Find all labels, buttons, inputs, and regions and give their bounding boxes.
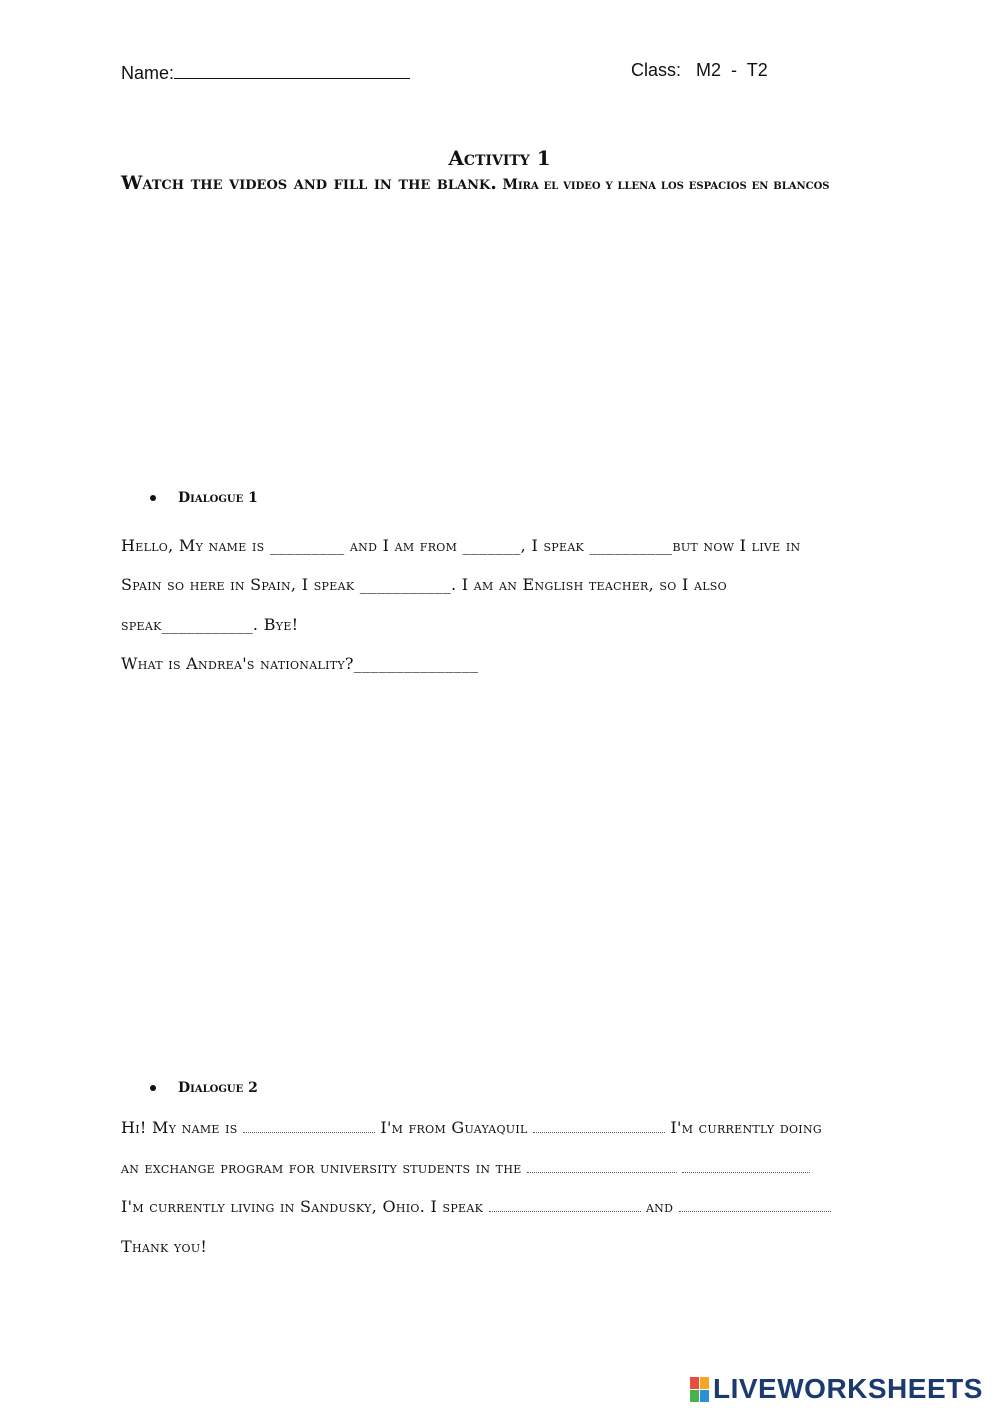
- answer-blank[interactable]: [243, 1120, 375, 1133]
- dialogue-1-question: What is Andrea's nationality?_______________: [121, 654, 479, 673]
- dialogue-2-line-1: [121, 1118, 822, 1137]
- class-field: [631, 60, 768, 81]
- dialogue-1-heading: [150, 490, 258, 506]
- activity-title: Activity 1: [448, 146, 551, 170]
- dialogue-1-line-3: speak___________. Bye!: [121, 615, 299, 634]
- dialogue-1-line-1: Hello, My name is _________ and I am from _______, I speak __________but now I live in: [121, 536, 801, 555]
- logo-text: LIVEWORKSHEETS: [713, 1373, 983, 1404]
- instruction-spanish: Mira el video y llena los espacios en blancos: [502, 177, 830, 193]
- dialogue-2-line-3: [121, 1197, 831, 1216]
- dialogue-2-heading: [150, 1080, 258, 1096]
- class-value: M2 - T2: [696, 60, 768, 80]
- name-label: Name:: [121, 63, 175, 83]
- dialogue-2-text: I'm from Guayaquil: [380, 1118, 528, 1137]
- dialogue-2-text: I'm currently doing: [670, 1118, 822, 1137]
- dialogue-2-text: Hi! My name is: [121, 1118, 238, 1137]
- dialogue-2-text: I'm currently living in Sandusky, Ohio. I speak: [121, 1197, 484, 1216]
- name-field[interactable]: [121, 60, 410, 84]
- answer-blank[interactable]: [679, 1199, 831, 1212]
- dialogue-2-text: and: [645, 1197, 674, 1216]
- answer-blank[interactable]: [527, 1160, 677, 1173]
- answer-blank[interactable]: [533, 1120, 665, 1133]
- bullet-icon: [150, 1085, 156, 1091]
- class-label: Class:: [631, 60, 682, 80]
- instruction-english: Watch the videos and fill in the blank.: [121, 172, 497, 194]
- liveworksheets-logo: [690, 1373, 983, 1405]
- name-blank-line[interactable]: [174, 60, 410, 79]
- dialogue-1-line-2: Spain so here in Spain, I speak ___________. I am an English teacher, so I also: [121, 575, 727, 594]
- dialogue-2-line-4: Thank you!: [121, 1237, 208, 1256]
- dialogue-2-heading-text: Dialogue 2: [178, 1080, 258, 1096]
- logo-blocks-icon: [690, 1377, 709, 1402]
- dialogue-1-heading-text: Dialogue 1: [178, 490, 258, 506]
- answer-blank[interactable]: [489, 1199, 641, 1212]
- answer-blank[interactable]: [682, 1160, 810, 1173]
- instruction: [121, 172, 841, 196]
- dialogue-2-text: an exchange program for university students in the: [121, 1158, 522, 1177]
- bullet-icon: [150, 495, 156, 501]
- dialogue-2-line-2: [121, 1158, 810, 1177]
